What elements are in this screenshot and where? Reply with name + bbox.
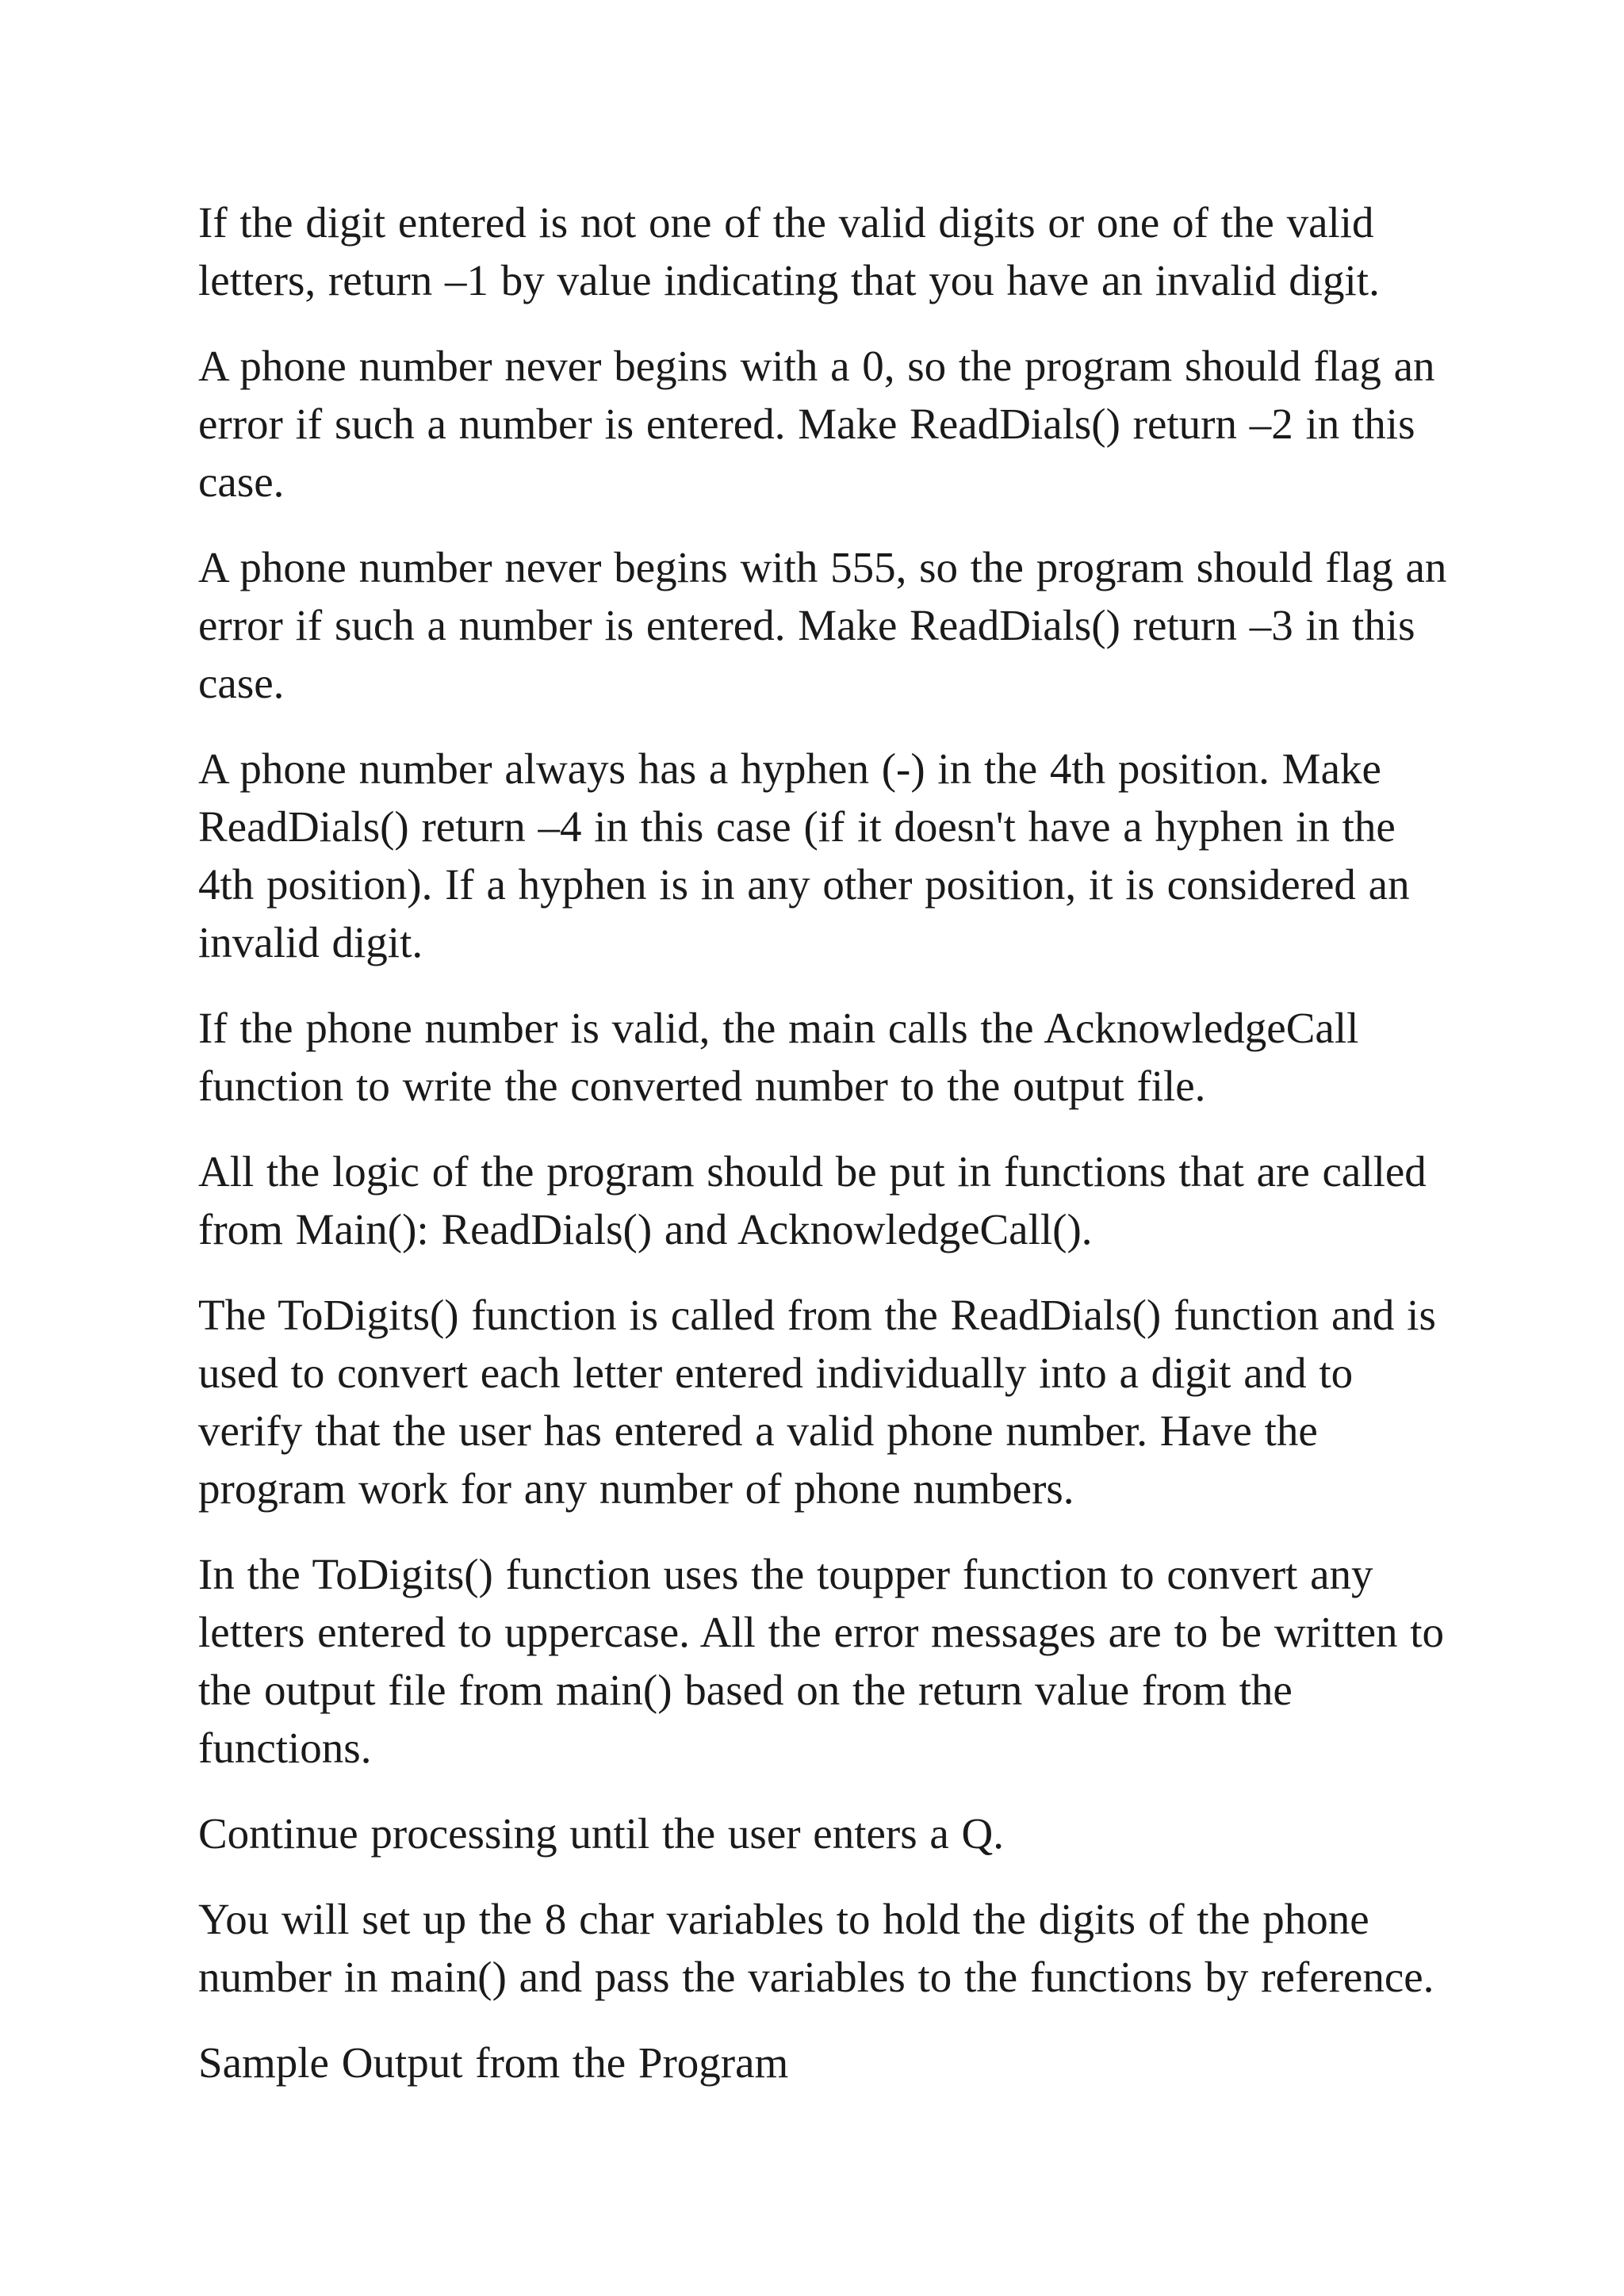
paragraph-toupper: In the ToDigits() function uses the toupper function to convert any letters entered to uppercase. All the error messages are to be written to the output file from main() based on the return value from the functions. [198, 1550, 1445, 1772]
paragraph-todigits: The ToDigits() function is called from the ReadDials() function and is used to convert each letter entered individually into a digit and to verify that the user has entered a valid phone number. Have the program work for any number of phone numbers. [198, 1291, 1436, 1513]
paragraph-program-logic: All the logic of the program should be put in functions that are called from Main(): ReadDials() and AcknowledgeCall(). [198, 1147, 1427, 1253]
section-heading-sample-output: Sample Output from the Program [198, 2038, 789, 2087]
paragraph-acknowledge-call: If the phone number is valid, the main calls the AcknowledgeCall function to write the converted number to the output file. [198, 1004, 1359, 1110]
paragraph-char-variables: You will set up the 8 char variables to hold the digits of the phone number in main() and pass the variables to the functions by reference. [198, 1895, 1434, 2001]
paragraph-hyphen-position: A phone number always has a hyphen (-) in the 4th position. Make ReadDials() return –4 in this case (if it doesn't have a hyphen in the 4th position). If a hyphen is in any other position, it is considered an invalid digit. [198, 744, 1410, 966]
document-body [198, 193, 1451, 2119]
paragraph-leading-zero: A phone number never begins with a 0, so the program should flag an error if such a number is entered. Make ReadDials() return –2 in this case. [198, 342, 1435, 506]
paragraph-continue: Continue processing until the user enters a Q. [198, 1809, 1005, 1858]
paragraph-invalid-digit: If the digit entered is not one of the valid digits or one of the valid letters, return –1 by value indicating that you have an invalid digit. [198, 198, 1380, 304]
paragraph-leading-555: A phone number never begins with 555, so the program should flag an error if such a number is entered. Make ReadDials() return –3 in this case. [198, 543, 1447, 707]
